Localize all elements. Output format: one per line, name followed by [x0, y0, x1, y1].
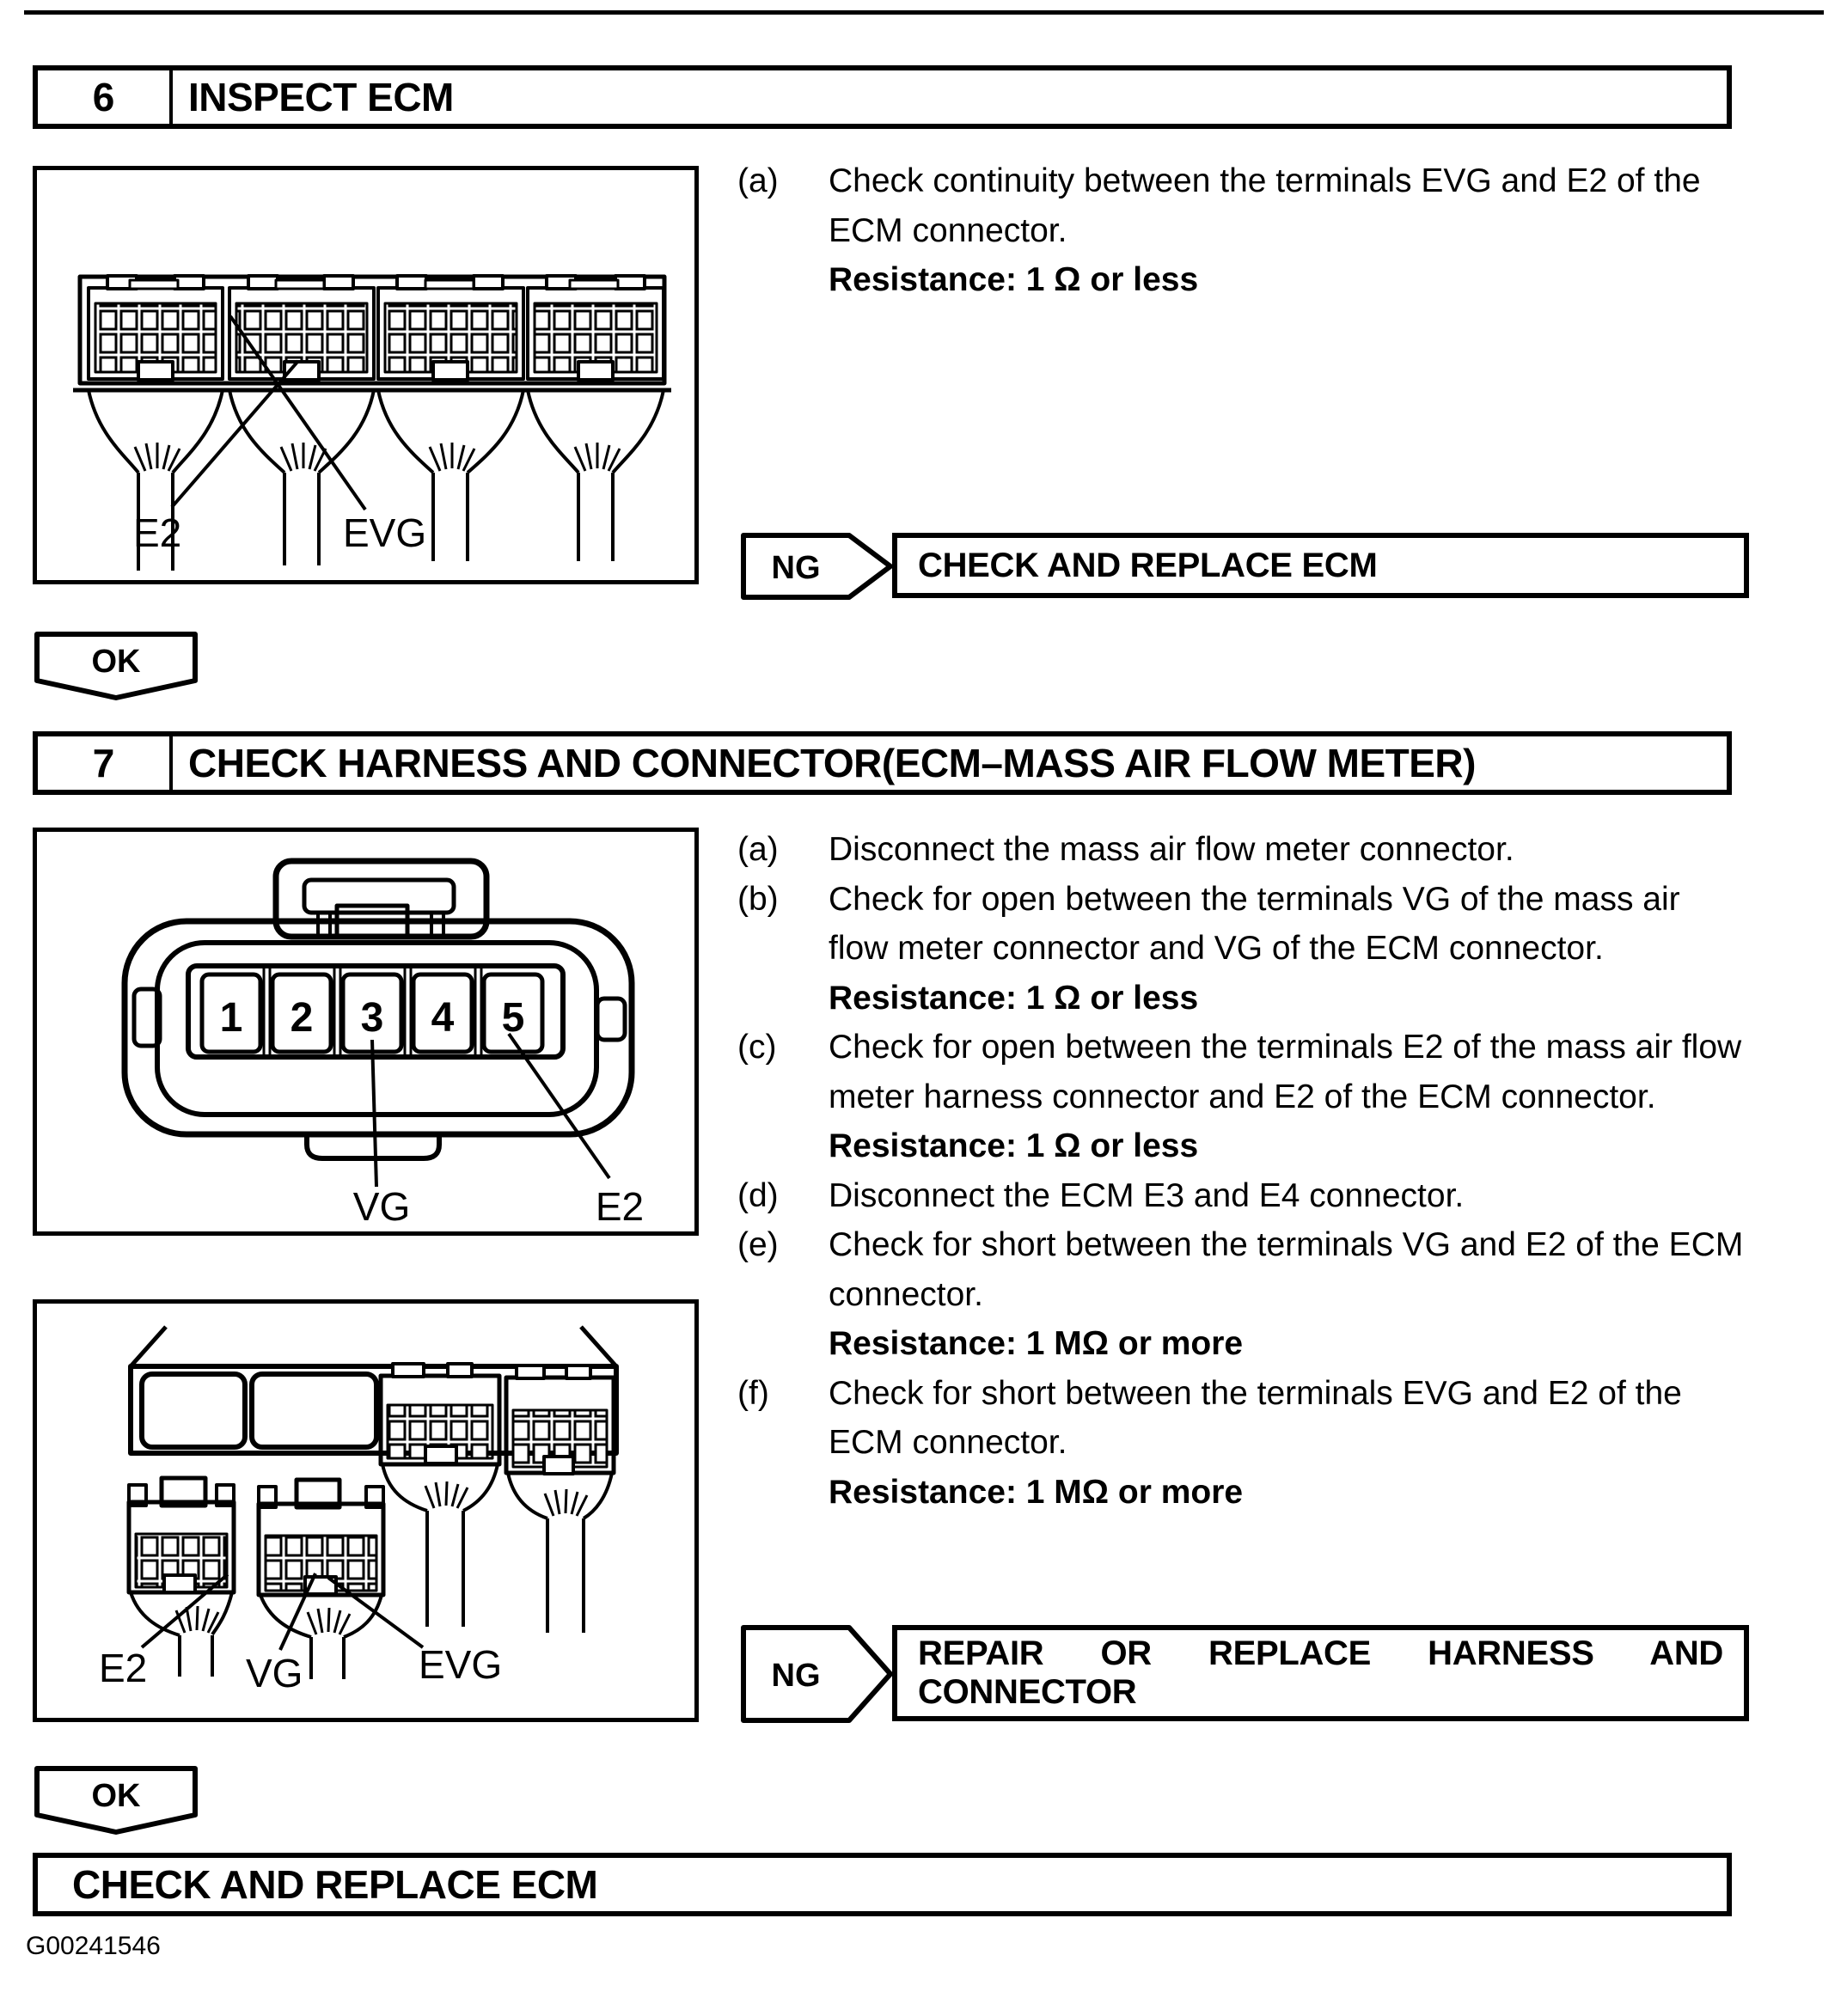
ecm-connectors-drawing: [37, 170, 694, 580]
instruction-line: Disconnect the mass air flow meter connector.: [829, 831, 1514, 868]
step7-instructions: [737, 825, 1847, 1517]
pin-number-1: 1: [219, 995, 243, 1041]
instruction-line: Resistance: 1 MΩ or more: [829, 1473, 1244, 1511]
ng-action-text-line2: CONNECTOR: [918, 1673, 1137, 1711]
figure-ecm-connectors: [33, 166, 699, 584]
instruction-line: Resistance: 1 Ω or less: [829, 979, 1199, 1017]
ng-arrow-label: NG: [771, 1658, 821, 1694]
terminal-label-e2: E2: [133, 510, 182, 555]
instruction-label: (f): [737, 1374, 769, 1412]
ng-action-step6: [892, 533, 1749, 598]
instruction-line: Resistance: 1 Ω or less: [829, 261, 1199, 298]
instruction-label: (a): [737, 831, 779, 868]
step6-instructions: [737, 156, 1847, 305]
step7-title: CHECK HARNESS AND CONNECTOR(ECM–MASS AIR FLOW METER): [188, 741, 1476, 785]
instruction-label: (a): [737, 162, 779, 199]
step7-header: [33, 731, 1732, 795]
ok-badge-label: OK: [91, 1778, 141, 1814]
maf-connector-drawing: [37, 832, 694, 1231]
terminal-label-e2: E2: [595, 1184, 645, 1229]
instruction-item: [737, 1171, 1847, 1221]
instruction-item: [737, 1220, 1847, 1369]
instruction-line: Check for open between the terminals VG of the mass air: [829, 880, 1680, 918]
ecm-harness-drawing: [37, 1304, 694, 1718]
instruction-item: [737, 875, 1847, 1023]
instruction-line: connector.: [829, 1275, 983, 1313]
instruction-item: [737, 825, 1847, 875]
page-top-rule: [24, 10, 1824, 15]
ok-badge-step7: [34, 1766, 199, 1836]
pin-number-2: 2: [290, 995, 314, 1041]
terminal-label-vg: VG: [246, 1651, 303, 1695]
instruction-line: meter harness connector and E2 of the ECM connector.: [829, 1078, 1656, 1115]
figure-id-code: G00241546: [26, 1932, 161, 1960]
instruction-line: Check for open between the terminals E2 of the mass air flow: [829, 1029, 1742, 1066]
step6-number: 6: [38, 70, 173, 124]
instruction-label: (e): [737, 1226, 779, 1263]
instruction-line: Check continuity between the terminals EVG and E2 of the: [829, 162, 1701, 199]
ng-action-text-line1: REPAIR OR REPLACE HARNESS AND: [918, 1634, 1723, 1672]
pin-number-5: 5: [501, 995, 525, 1041]
pin-number-4: 4: [431, 995, 455, 1041]
step6-title: INSPECT ECM: [188, 75, 454, 119]
instruction-label: (b): [737, 880, 779, 918]
instruction-label: (c): [737, 1029, 777, 1066]
ng-arrow-step7: [741, 1625, 896, 1723]
instruction-line: Check for short between the terminals EVG and E2 of the: [829, 1374, 1682, 1412]
instruction-line: Resistance: 1 MΩ or more: [829, 1325, 1244, 1362]
ng-arrow-step6: [741, 533, 896, 600]
ok-badge-label: OK: [91, 644, 141, 680]
pin-number-3: 3: [360, 995, 384, 1041]
instruction-item: [737, 1023, 1847, 1171]
ng-action-text: CHECK AND REPLACE ECM: [918, 546, 1378, 584]
ng-arrow-label: NG: [771, 550, 821, 586]
terminal-label-evg: EVG: [343, 510, 427, 555]
instruction-line: flow meter connector and VG of the ECM connector.: [829, 930, 1604, 967]
figure-maf-connector: [33, 828, 699, 1236]
terminal-label-vg: VG: [352, 1184, 411, 1229]
ng-action-step7: [892, 1625, 1749, 1721]
instruction-line: Check for short between the terminals VG and E2 of the ECM: [829, 1226, 1744, 1263]
instruction-label: (d): [737, 1176, 779, 1214]
instruction-item: [737, 156, 1847, 305]
terminal-label-e2: E2: [99, 1646, 148, 1690]
instruction-line: Resistance: 1 Ω or less: [829, 1127, 1199, 1164]
terminal-label-evg: EVG: [419, 1642, 503, 1687]
instruction-line: ECM connector.: [829, 1424, 1067, 1461]
instruction-item: [737, 1369, 1847, 1518]
instruction-line: ECM connector.: [829, 211, 1067, 249]
step7-number: 7: [38, 736, 173, 790]
instruction-line: Disconnect the ECM E3 and E4 connector.: [829, 1176, 1465, 1214]
figure-ecm-harness: [33, 1299, 699, 1722]
final-action-box: [33, 1853, 1732, 1916]
final-action-text: CHECK AND REPLACE ECM: [72, 1862, 598, 1907]
ok-badge-step6: [34, 632, 199, 702]
step6-header: [33, 65, 1732, 129]
